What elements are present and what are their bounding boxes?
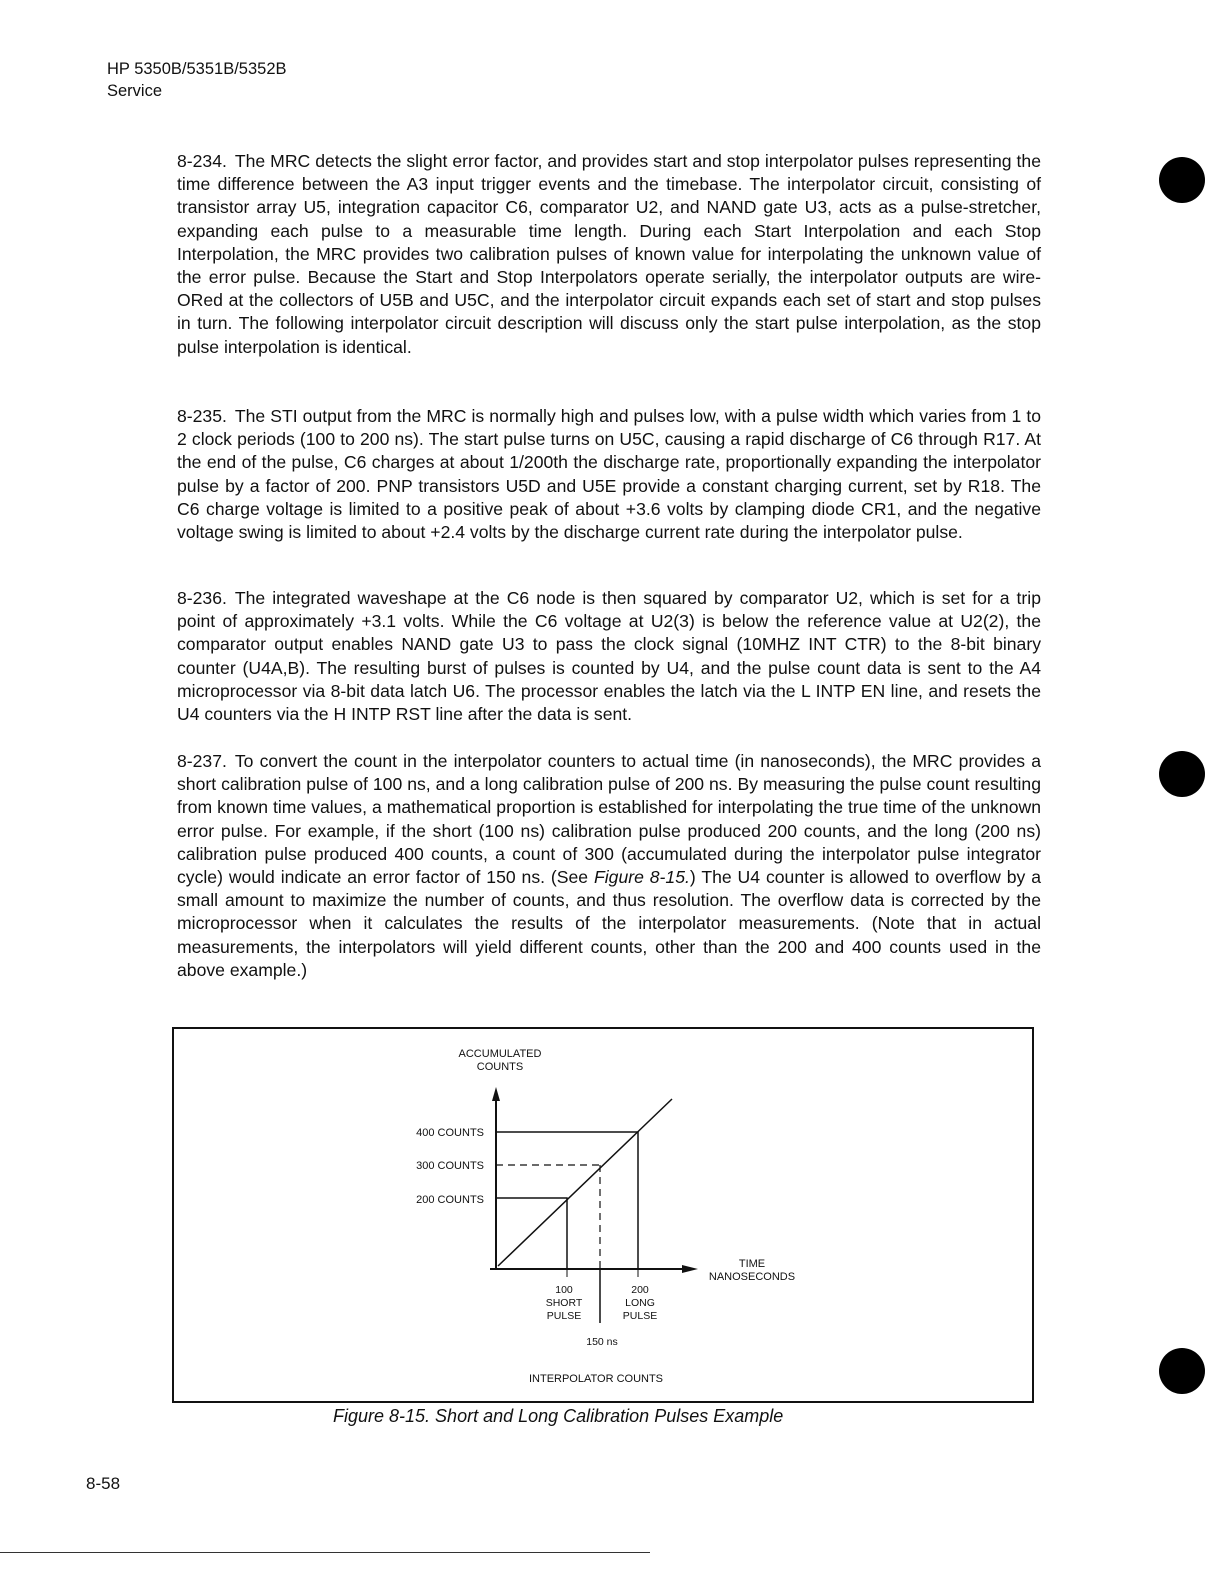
label-400: 400 COUNTS [416,1127,484,1139]
paragraph-text-before: To convert the count in the interpolator counters to actual time (in nanoseconds), the MRC provides a short calibration pulse of 100 ns, and a long calibration pulse of 200 ns. By measuring the pulse count resulting from known time values, a mathematical proportion is established for interpolating the true time of the unknown error pulse. For example, if the short (100 ns) calibration pulse produced 200 counts, and the long (200 ns) calibration pulse produced 400 counts, a count of 300 (accumulated during the interpolator pulse integrator cycle) would indicate an error factor of 150 ns. (See [177,751,1041,888]
binder-hole-icon [1159,1348,1205,1394]
footer-rule [0,1552,650,1553]
page-header [107,58,287,102]
label-300: 300 COUNTS [416,1160,484,1172]
count-line [498,1099,672,1266]
paragraph-number: 8-235. [177,406,227,426]
calibration-diagram [174,1029,1032,1401]
y-axis-label: ACCUMULATED [458,1048,542,1060]
paragraph-8-234 [177,150,1041,359]
paragraph-text: The STI output from the MRC is normally high and pulses low, with a pulse width which varies from 1 to 2 clock periods (100 to 200 ns). The start pulse turns on U5C, causing a rapid discharge of C6 through R17. At the end of the pulse, C6 charges at about 1/200th the discharge rate, proportionally expanding the interpolator pulse by a factor of 200. PNP transistors U5D and U5E provide a constant charging current, set by R18. The C6 charge voltage is limited to a positive peak of about +3.6 volts by clamping diode CR1, and the negative voltage swing is limited to about +2.4 volts by the discharge current rate during the interpolator pulse. [177,406,1041,543]
figure-caption: Figure 8-15. Short and Long Calibration Pulses Example [333,1406,784,1426]
figure-bottom-label: INTERPOLATOR COUNTS [528,1373,664,1385]
long-label: PULSE [622,1310,658,1322]
paragraph-8-236 [177,587,1041,726]
x-axis-label: NANOSECONDS [708,1271,796,1283]
x-axis-label: TIME [738,1258,766,1270]
paragraph-text: The integrated waveshape at the C6 node is then squared by comparator U2, which is set for a trip point of approximately +3.1 volts. While the C6 voltage at U2(3) is below the reference value at U2(2), the comparator output enables NAND gate U3 to pass the clock signal (10MHZ INT CTR) to the 8-bit binary counter (U4A,B). The resulting burst of pulses is counted by U4, and the pulse count data is sent to the A4 microprocessor via 8-bit data latch U6. The processor enables the latch via the L INTP EN line, and resets the U4 counters via the H INTP RST line after the data is sent. [177,588,1041,725]
long-value: 200 [631,1284,649,1296]
section-title: Service [107,82,163,100]
paragraph-8-237 [177,750,1041,982]
short-value: 100 [555,1284,573,1296]
paragraph-8-235 [177,405,1041,544]
x-axis-arrow-icon [682,1265,698,1273]
page-number: 8-58 [86,1474,121,1493]
paragraph-number: 8-236. [177,588,227,608]
mid-label: 150 ns [586,1336,618,1348]
model-title: HP 5350B/5351B/5352B [107,60,287,78]
short-label: SHORT [545,1297,583,1309]
y-axis-arrow-icon [492,1087,500,1101]
binder-hole-icon [1159,157,1205,203]
short-label: PULSE [546,1310,582,1322]
long-label: LONG [625,1297,655,1309]
paragraph-number: 8-234. [177,151,227,171]
paragraph-number: 8-237. [177,751,227,771]
figure-8-15 [172,1027,1034,1403]
paragraph-text: The MRC detects the slight error factor, and provides start and stop interpolator pulses representing the time difference between the A3 input trigger events and the timebase. The interpolator circuit, consisting of transistor array U5, integration capacitor C6, comparator U2, and NAND gate U3, acts as a pulse-stretcher, expanding each pulse to a measurable time length. During each Start Interpolation and each Stop Interpolation, the MRC provides two calibration pulses of known value for interpolating the unknown value of the error pulse. Because the Start and Stop Interpolators operate serially, the interpolator outputs are wire-ORed at the collectors of U5B and U5C, and the interpolator circuit expands each set of start and stop pulses in turn. The following interpolator circuit description will discuss only the start pulse interpolation, as the stop pulse interpolation is identical. [177,151,1041,357]
paragraph-text-after: ) The U4 counter is allowed to overflow by a small amount to maximize the number of counts, and thus resolution. The overflow data is corrected by the microprocessor when it calculates the results of the interpolator measurements. (Note that in actual measurements, the interpolators will yield different counts, other than the 200 and 400 counts used in the above example.) [177,867,1042,980]
y-axis-label: COUNTS [476,1061,524,1073]
figure-reference: Figure 8-15. [594,867,690,888]
binder-hole-icon [1159,751,1205,797]
label-200: 200 COUNTS [416,1194,484,1206]
